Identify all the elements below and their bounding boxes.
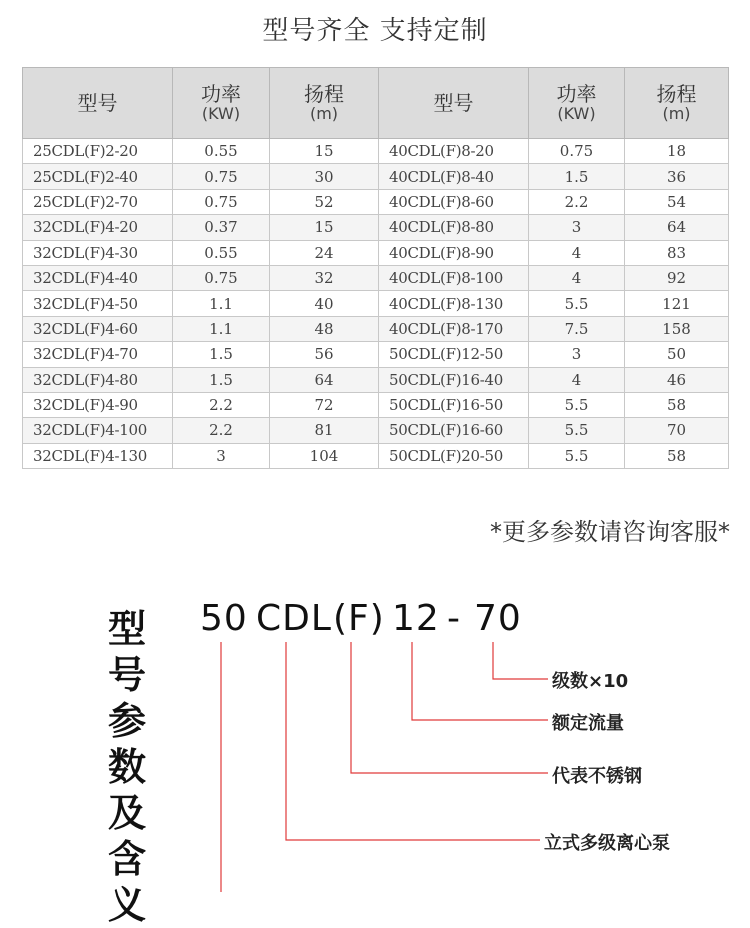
title-character: 义 [107,883,146,927]
table-cell: 104 [270,443,379,468]
table-cell: 50CDL(F)16-40 [379,367,529,392]
table-cell: 32CDL(F)4-100 [23,418,173,443]
page-title: 型号齐全 支持定制 [262,16,488,46]
table-cell: 25CDL(F)2-20 [23,139,173,164]
meaning-pump-type: 立式多级离心泵 [544,833,670,854]
column-header-label: 功率 [556,82,597,106]
table-cell: 121 [625,291,729,316]
contact-note: *更多参数请咨询客服* [490,518,730,546]
table-cell: 25CDL(F)2-40 [23,164,173,189]
table-cell: 50CDL(F)16-50 [379,392,529,417]
table-cell: 1.1 [173,316,270,341]
line-f [351,642,548,773]
table-cell: 40 [270,291,379,316]
table-cell: 0.75 [529,139,625,164]
table-cell: 25CDL(F)2-70 [23,189,173,214]
table-cell: 0.55 [173,139,270,164]
table-cell: 3 [529,342,625,367]
table-cell: 32CDL(F)4-40 [23,265,173,290]
table-cell: 52 [270,189,379,214]
table-cell: 24 [270,240,379,265]
meaning-flow: 额定流量 [552,713,624,734]
column-header-unit: (m) [662,104,691,123]
table-cell: 32CDL(F)4-20 [23,215,173,240]
table-cell: 32 [270,265,379,290]
table-cell: 70 [625,418,729,443]
table-cell: 158 [625,316,729,341]
title-character: 型 [107,607,146,651]
table-cell: 64 [625,215,729,240]
table-cell: 40CDL(F)8-20 [379,139,529,164]
table-cell: 50CDL(F)20-50 [379,443,529,468]
table-cell: 48 [270,316,379,341]
table-cell: 32CDL(F)4-90 [23,392,173,417]
table-cell: 0.75 [173,189,270,214]
table-cell: 4 [529,240,625,265]
column-header-label: 型号 [433,91,474,115]
meaning-stainless: 代表不锈钢 [552,766,642,787]
code-12: 12 [392,598,440,639]
table-cell: 5.5 [529,291,625,316]
column-header-unit: (KW) [557,104,596,123]
title-character: 及 [107,791,146,835]
title-character: 号 [107,653,146,697]
table-cell: 36 [625,164,729,189]
table-cell: 0.75 [173,265,270,290]
column-header-unit: (KW) [201,104,241,123]
table-cell: 32CDL(F)4-130 [23,443,173,468]
table-cell: 3 [529,215,625,240]
table-cell: 40CDL(F)8-100 [379,265,529,290]
table-cell: 4 [529,265,625,290]
table-cell: 50CDL(F)16-60 [379,418,529,443]
meaning-stages: 级数×10 [552,671,629,692]
table-cell: 0.37 [173,215,270,240]
table-cell: 50CDL(F)12-50 [379,342,529,367]
code-f: (F) [333,598,385,639]
code-dash: - [447,598,461,639]
table-cell: 7.5 [529,316,625,341]
column-header-label: 扬程 [304,82,344,106]
table-cell: 0.75 [173,164,270,189]
table-cell: 32CDL(F)4-70 [23,342,173,367]
table-cell: 5.5 [529,392,625,417]
table-cell: 2.2 [173,392,270,417]
code-50: 50 [200,598,248,639]
table-cell: 2.2 [529,189,625,214]
line-12 [412,642,548,720]
table-cell: 30 [270,164,379,189]
column-header-label: 扬程 [656,82,697,106]
table-cell: 40CDL(F)8-170 [379,316,529,341]
title-character: 参 [107,699,146,743]
table-cell: 15 [270,215,379,240]
table-cell: 64 [270,367,379,392]
table-cell: 81 [270,418,379,443]
table-cell: 92 [625,265,729,290]
table-cell: 0.55 [173,240,270,265]
table-cell: 58 [625,392,729,417]
line-cdl [286,642,540,840]
table-cell: 32CDL(F)4-30 [23,240,173,265]
table-cell: 1.1 [173,291,270,316]
line-70 [493,642,548,679]
table-cell: 46 [625,367,729,392]
table-cell: 5.5 [529,443,625,468]
table-cell: 40CDL(F)8-90 [379,240,529,265]
table-cell: 40CDL(F)8-60 [379,189,529,214]
table-cell: 40CDL(F)8-130 [379,291,529,316]
table-cell: 32CDL(F)4-50 [23,291,173,316]
table-cell: 5.5 [529,418,625,443]
title-character: 含 [107,837,146,881]
table-cell: 40CDL(F)8-40 [379,164,529,189]
table-cell: 15 [270,139,379,164]
table-cell: 56 [270,342,379,367]
title-character: 数 [107,745,146,789]
table-cell: 4 [529,367,625,392]
table-cell: 1.5 [173,342,270,367]
table-cell: 18 [625,139,729,164]
table-cell: 3 [173,443,270,468]
table-cell: 2.2 [173,418,270,443]
column-header-label: 型号 [77,91,118,115]
code-70: 70 [474,598,522,639]
table-cell: 32CDL(F)4-80 [23,367,173,392]
table-cell: 54 [625,189,729,214]
table-cell: 1.5 [173,367,270,392]
column-header-label: 功率 [201,82,241,106]
table-cell: 50 [625,342,729,367]
table-cell: 32CDL(F)4-60 [23,316,173,341]
table-cell: 58 [625,443,729,468]
table-cell: 1.5 [529,164,625,189]
code-cdl: CDL [256,598,332,639]
table-cell: 72 [270,392,379,417]
column-header-unit: (m) [309,104,339,123]
table-cell: 40CDL(F)8-80 [379,215,529,240]
table-cell: 83 [625,240,729,265]
